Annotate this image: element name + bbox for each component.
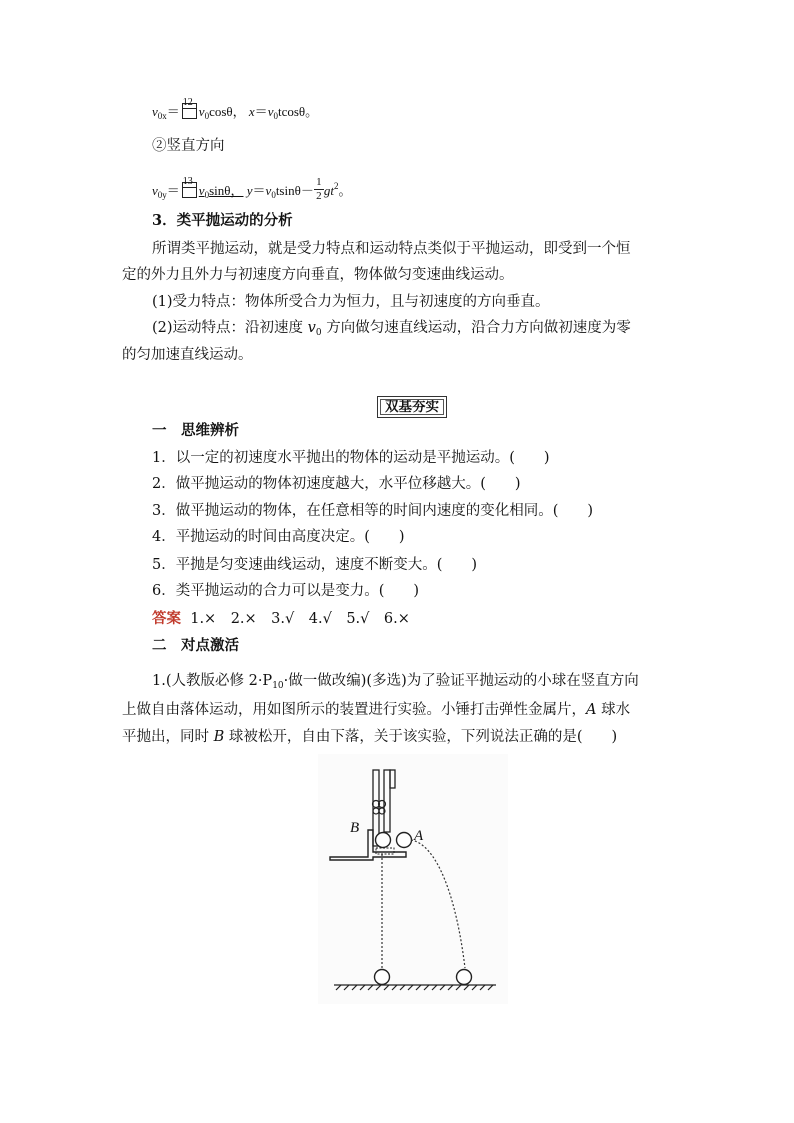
section3-item2-line2: 的匀加速直线运动。: [122, 347, 253, 363]
fraction-numerator: 13: [182, 176, 193, 187]
question1-line3: 平抛出，同时 B 球被松开，自由下落，关于该实验，下列说法正确的是( ): [122, 729, 618, 745]
vertical-direction-label: ②竖直方向: [152, 138, 225, 154]
equals-sign: ＝: [166, 104, 180, 119]
label-b: B: [350, 820, 360, 836]
list-item: 1．以一定的初速度水平抛出的物体的运动是平抛运动。( ): [152, 450, 550, 466]
v0y-subscript: 0y: [157, 190, 167, 200]
question1-line2: 上做自由落体运动，用如图所示的装置进行实验。小锤打击弹性金属片，A 球水: [122, 702, 631, 718]
list-item: 6．类平抛运动的合力可以是变力。( ): [152, 583, 420, 599]
experiment-figure: [318, 754, 508, 1004]
section3-title: 3．类平抛运动的分析: [152, 212, 293, 229]
section3-item1: (1)受力特点：物体所受合力为恒力，且与初速度的方向垂直。: [152, 294, 550, 310]
list-item: 4．平抛运动的时间由高度决定。( ): [152, 529, 405, 545]
y-rhs: tsinθ－: [275, 183, 314, 198]
section3-para1-line2: 定的外力且外力与初速度方向垂直，物体做匀变速曲线运动。: [122, 267, 514, 283]
list-item: 2．做平抛运动的物体初速度越大，水平位移越大。( ): [152, 476, 521, 492]
v0x-subscript: 0x: [157, 111, 167, 121]
ball-a-landed-icon: [457, 970, 472, 985]
ball-b-icon: [376, 833, 391, 848]
v-symbol: v: [152, 104, 158, 119]
y-symbol: y: [246, 183, 253, 198]
x-symbol: x: [248, 104, 255, 119]
part2-title: 二 对点激活: [152, 637, 239, 654]
section3-item2-line1: (2)运动特点：沿初速度 $v_0$ 方向做匀速直线运动，沿合力方向做初速度为零: [152, 320, 631, 338]
gt-term: gt: [323, 183, 334, 198]
v0y-rhs: sinθ，: [209, 183, 244, 198]
question1-line1: 1.(人教版必修 $2\cdot P_{10}\cdot$做一做改编)(多选)为了验证平抛运动的小球在竖直方向: [152, 673, 639, 691]
ball-b-landed-icon: [375, 970, 390, 985]
v0x-rhs: cosθ，: [209, 104, 246, 119]
section-badge: 双基夯实: [377, 396, 447, 418]
formula-v0y: $v_{0y}=$ 13 $v_0\sin\theta$， $y=v_0tsin\theta-$ $\frac{1}{2}$ $gt^2$。: [152, 176, 351, 205]
answer-values: 1.× 2.× 3.√ 4.√ 5.√ 6.×: [190, 611, 410, 627]
list-item: 3．做平抛运动的物体，在任意相等的时间内速度的变化相同。( ): [152, 503, 594, 519]
answer-label: 答案: [152, 610, 181, 627]
ball-a-icon: [397, 833, 412, 848]
answer-line: [152, 609, 410, 629]
formula-v0x: $v_{0x}=$ 12 $v_0\cos\theta$， $x=v_0tcos\theta$。: [152, 102, 318, 126]
part1-title: 一 思维辨析: [152, 422, 239, 439]
fraction-numerator: 12: [182, 97, 193, 108]
x-rhs: tcosθ。: [277, 104, 319, 119]
fraction-box-icon: [182, 176, 197, 198]
fraction-box-icon: [182, 97, 197, 119]
one-half-fraction: $\frac{1}{2}$: [314, 186, 324, 202]
label-a: A: [414, 828, 424, 844]
section3-para1-line1: 所谓类平抛运动，就是受力特点和运动特点类似于平抛运动，即受到一个恒: [152, 241, 631, 257]
list-item: 5．平抛是匀变速曲线运动，速度不断变大。( ): [152, 557, 478, 573]
figure-background: [318, 754, 508, 1004]
